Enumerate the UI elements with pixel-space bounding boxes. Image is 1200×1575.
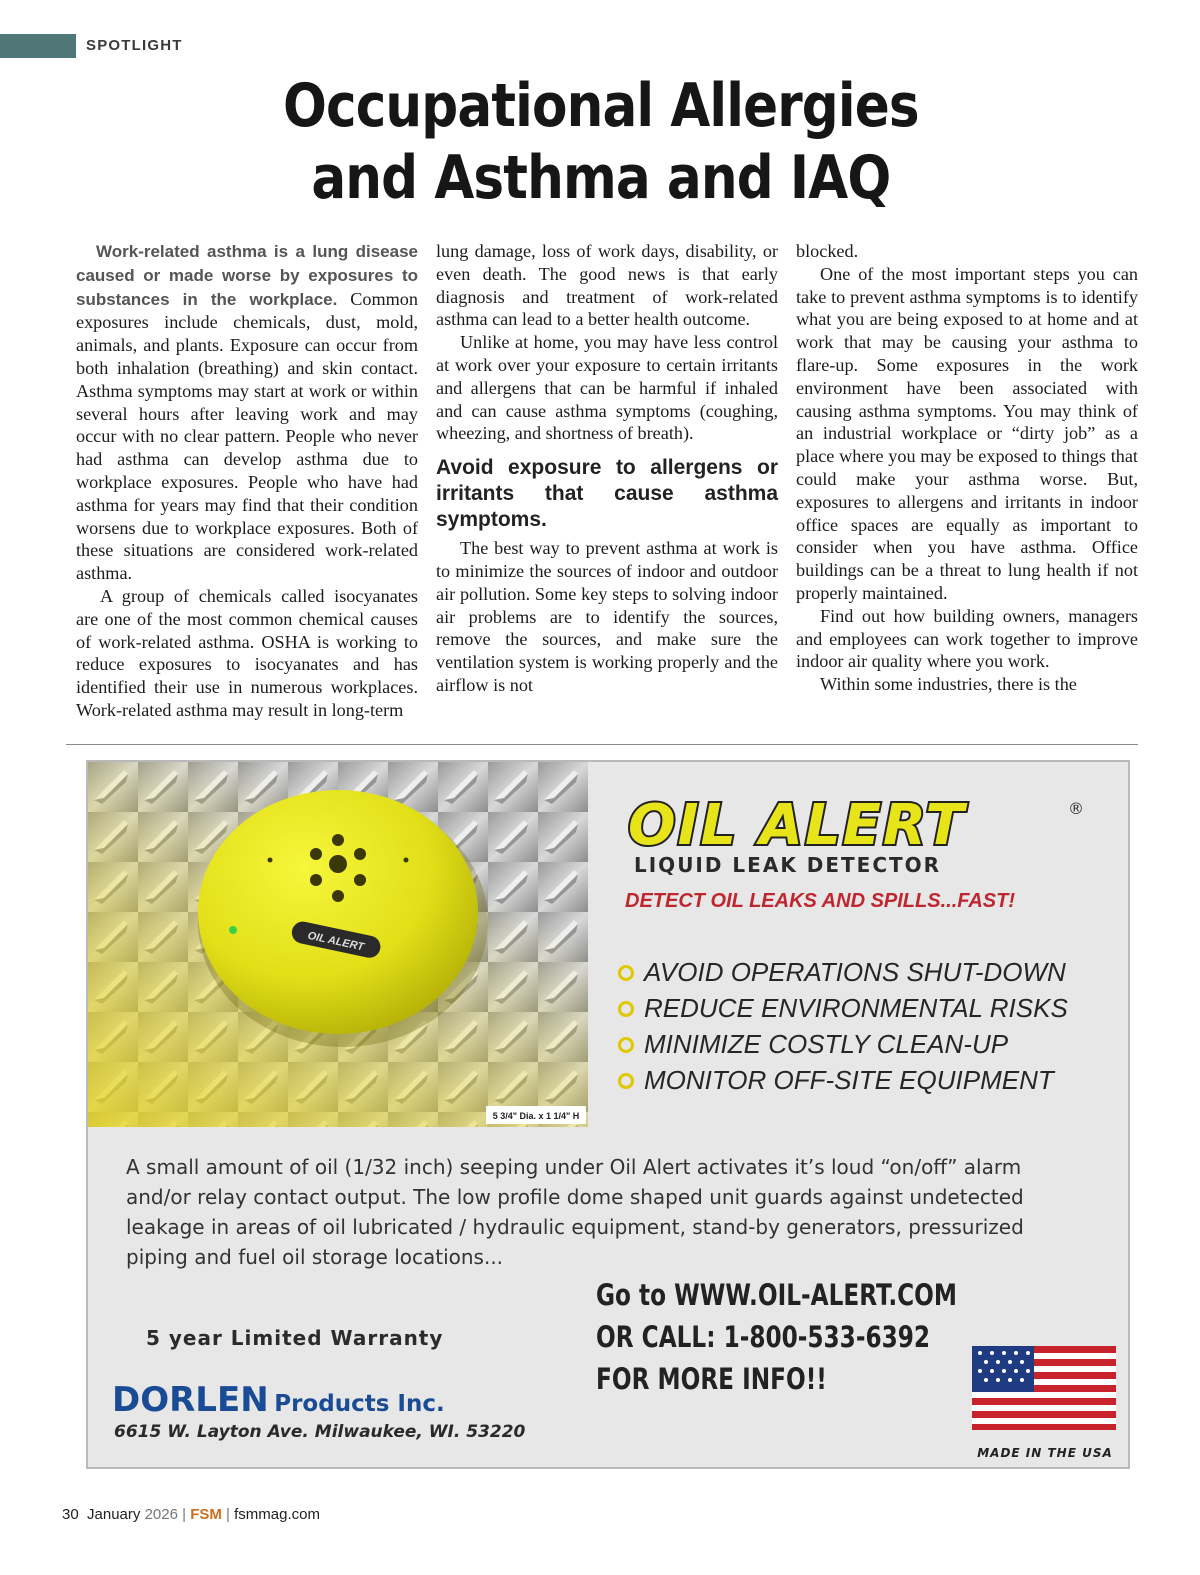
benefit-text: MONITOR OFF-SITE EQUIPMENT [644,1065,1054,1095]
column-2 [436,240,778,697]
company-name-main: DORLEN [112,1380,269,1420]
company-name [112,1380,445,1420]
benefit-item [618,990,1068,1026]
benefit-text: AVOID OPERATIONS SHUT-DOWN [644,957,1066,987]
logo-subtitle: LIQUID LEAK DETECTOR [634,853,942,877]
cta-more-info: FOR MORE INFO!! [596,1362,827,1396]
column-3 [796,240,1138,696]
paragraph: blocked. [796,241,859,261]
issue-year: 2026 [144,1506,178,1523]
issue-month: January [87,1506,141,1523]
paragraph: Unlike at home, you may have less control at work over your exposure to certain irritants and allergens that can be harmful if inhaled and can cause asthma symptoms (coughing, wheezing, and shortness of breath). [436,332,778,444]
dimensions-label: 5 3/4" Dia. x 1 1/4" H [492,1111,580,1121]
website-link[interactable]: fsmmag.com [234,1506,320,1523]
title-line-2: and Asthma and IAQ [311,143,891,213]
title-line-1: Occupational Allergies [282,71,919,141]
product-photo [88,762,588,1127]
advertisement [86,760,1130,1469]
warranty-text: 5 year Limited Warranty [146,1326,444,1350]
ad-description: A small amount of oil (1/32 inch) seeping under Oil Alert activates it’s loud “on/off” alarm and/or relay contact output. The low profile dome shaped unit guards against undetected leakage in areas of oil lubricated / hydraulic equipment, stand-by generators, pressurized piping and fuel oil storage locations... [126,1155,1024,1269]
bullet-icon [618,1001,634,1017]
article-title [85,70,1117,214]
page-number: 30 [62,1506,79,1523]
paragraph: A group of chemicals called isocyanates are one of the most common chemical causes of work-related asthma. OSHA is working to reduce exposures to isocyanates and has identified their use in numerous workplaces. Work-related asthma may result in long-term [76,585,418,720]
made-in-usa-label: MADE IN THE USA [977,1446,1113,1460]
bullet-icon [618,1073,634,1089]
benefit-item [618,954,1068,990]
page-footer: 30 January 2026 | FSM | fsmmag.com [62,1506,320,1523]
company-address: 6615 W. Layton Ave. Milwaukee, WI. 53220 [114,1422,526,1442]
cta-phone[interactable]: OR CALL: 1-800-533-6392 [596,1320,931,1354]
divider-rule [66,744,1138,745]
paragraph [76,240,418,585]
company-name-suffix: Products Inc. [274,1391,445,1417]
paragraph: One of the most important steps you can take to prevent asthma symptoms is to identify what you are being exposed to at home and at work that may be causing your asthma to flare-up. Some exposures in the work environment have been associated with causing asthma symptoms. You may think of an industrial workplace or “dirty job” as a place where you may be exposed to things that could make your asthma worse. But, exposures to allergens and irritants in indoor office spaces are equally as important to consider when you have asthma. Office buildings can be a threat to lung health if not properly maintained. [796,263,1138,603]
lead-in: Work-related asthma is a lung disease caused or made worse by exposures to substances in the workplace. [76,242,418,309]
paragraph: Find out how building owners, managers and employees can work together to improve indoor air quality where you work. [796,605,1138,672]
paragraph: lung damage, loss of work days, disability, or even death. The good news is that early diagnosis and treatment of work-related asthma can lead to a better health outcome. [436,241,778,330]
cta-website[interactable]: Go to WWW.OIL-ALERT.COM [596,1278,957,1312]
benefit-list [618,954,1068,1098]
subheading: Avoid exposure to allergens or irritants that cause asthma symptoms. [436,456,778,532]
benefit-item [618,1026,1068,1062]
us-flag-icon [972,1346,1116,1430]
section-color-bar [0,34,76,58]
magazine-brand: FSM [190,1506,222,1523]
benefit-text: REDUCE ENVIRONMENTAL RISKS [644,993,1068,1023]
oil-alert-logo [628,788,1098,888]
call-to-action [596,1274,957,1400]
paragraph: The best way to prevent asthma at work is to minimize the sources of indoor and outdoor air pollution. Some key steps to solving indoor air problems are to identify the sources, remove the sources, and make sure the ventilation system is working properly and the airflow is not [436,538,778,695]
benefit-item [618,1062,1068,1098]
device-label: OIL ALERT [306,929,365,954]
paragraph: Within some industries, there is the [820,674,1077,695]
bullet-icon [618,965,634,981]
column-1 [76,240,418,722]
paragraph-text: Common exposures include chemicals, dust, mold, animals, and plants. Exposure can occur from both inhalation (breathing) and skin contact. Asthma symptoms may start at work or within several hours after leaving work and may occur with no clear pattern. People who never had asthma can develop asthma due to workplace exposures. People who have had asthma for years may find that their condition worsens due to workplace exposures. Both of these situations are considered work-related asthma. [76,288,418,584]
bullet-icon [618,1037,634,1053]
registered-mark: ® [1068,799,1084,818]
ad-tagline: DETECT OIL LEAKS AND SPILLS...FAST! [625,890,1016,912]
section-label: SPOTLIGHT [86,37,183,54]
benefit-text: MINIMIZE COSTLY CLEAN-UP [644,1029,1009,1059]
logo-wordmark: OIL ALERT [628,793,966,858]
